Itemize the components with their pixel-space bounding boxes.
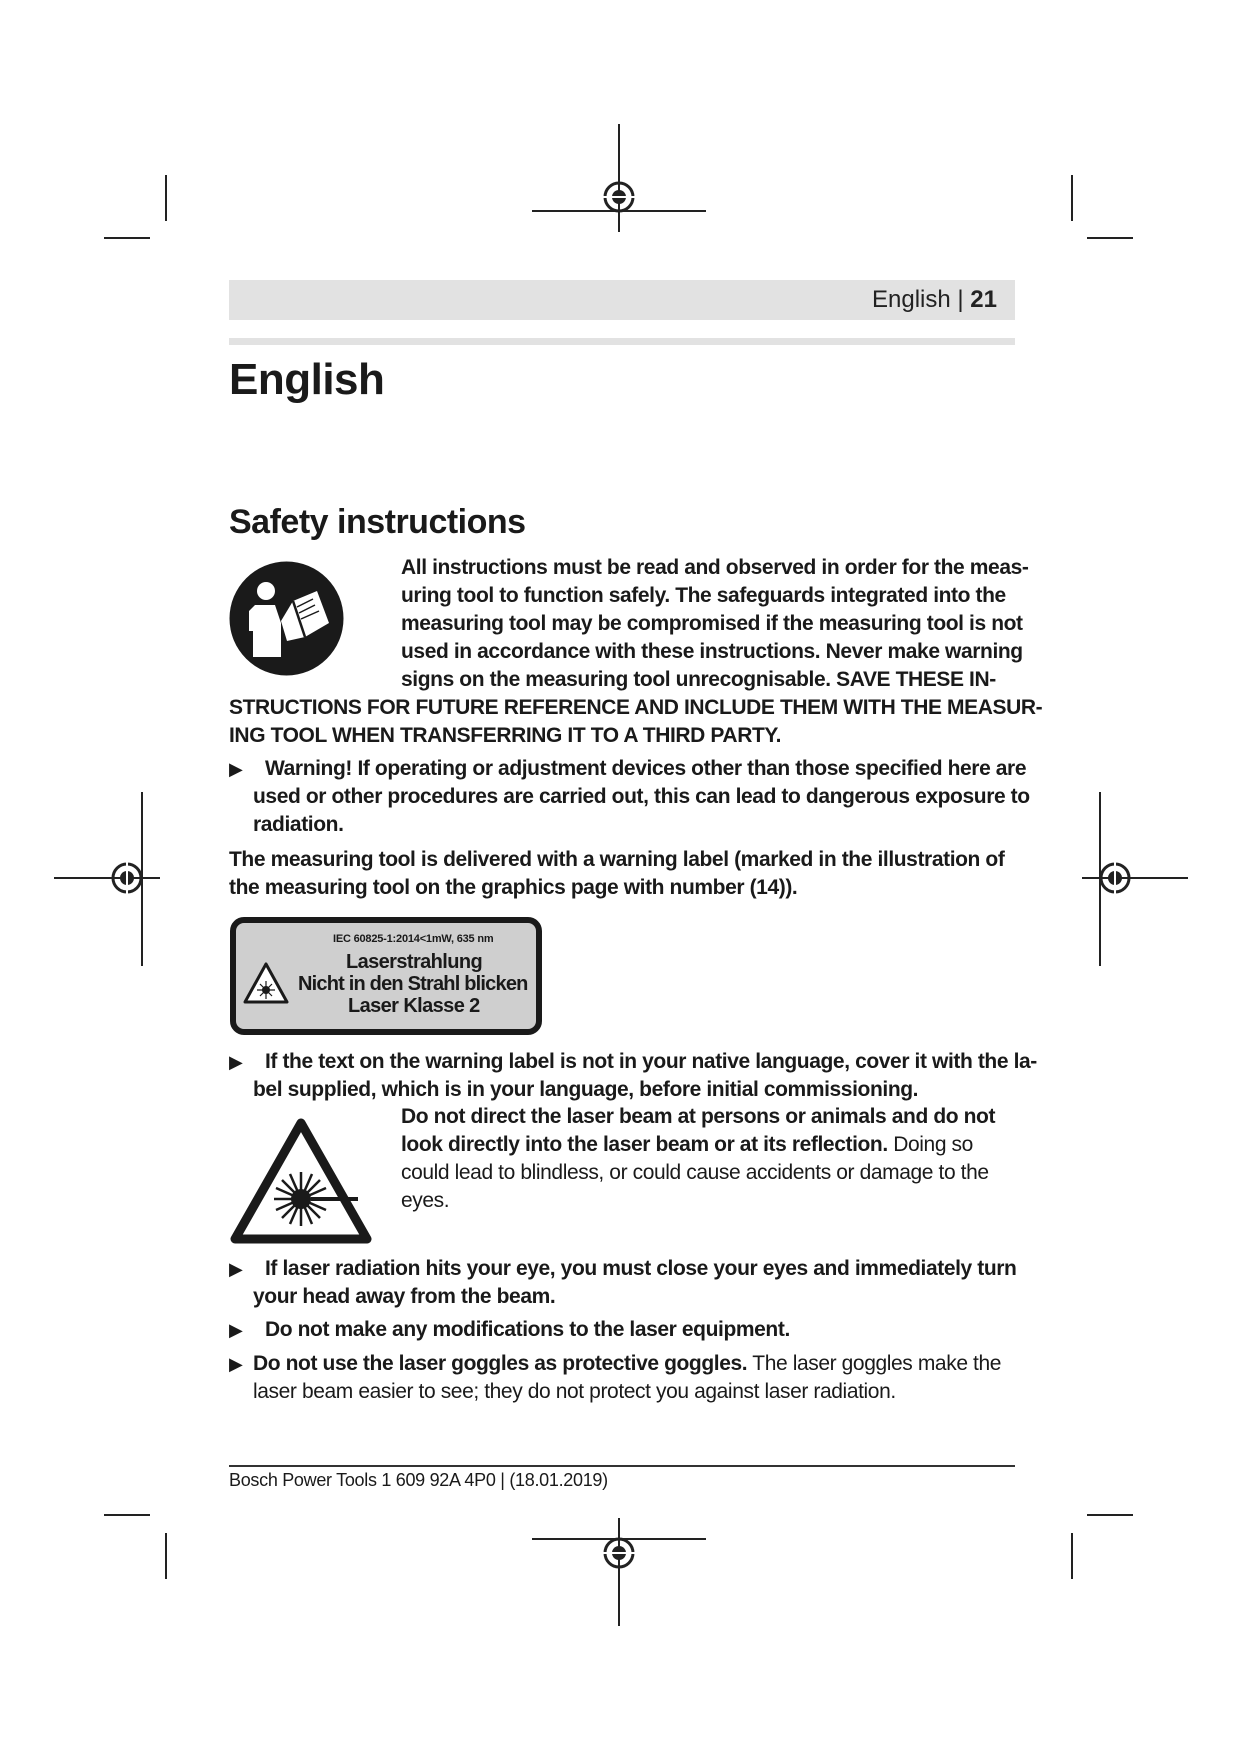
laser-warning-paragraph	[401, 1103, 995, 1215]
header-separator: |	[950, 286, 971, 313]
bullet-icon: ▶	[229, 1354, 243, 1374]
bold-text: Do not use the laser goggles as protective goggles.	[253, 1352, 748, 1375]
text-line: used or other procedures are carried out, this can lead to dangerous exposure to	[253, 785, 1030, 808]
normal-text: Doing so	[887, 1133, 973, 1156]
text-line: Warning! If operating or adjustment devices other than those specified here are	[265, 757, 1027, 780]
text-line: If the text on the warning label is not in your native language, cover it with the la-	[265, 1050, 1037, 1073]
intro-paragraph	[401, 554, 1028, 694]
crop-mark	[1087, 237, 1133, 239]
bullet-icon: ▶	[229, 1052, 243, 1072]
label-line-1: Laserstrahlung	[346, 951, 483, 973]
text-line: STRUCTIONS FOR FUTURE REFERENCE AND INCLUDE THEM WITH THE MEASUR-	[229, 696, 1043, 719]
crop-mark	[104, 237, 150, 239]
label-line-3: Laser Klasse 2	[348, 995, 480, 1017]
bullet-icon: ▶	[229, 1259, 243, 1279]
warning-item	[253, 755, 1030, 839]
read-manual-icon	[229, 561, 344, 676]
footer-rule	[229, 1465, 1015, 1467]
label-note	[229, 846, 1004, 902]
laser-hazard-icon	[230, 1118, 372, 1244]
normal-text: The laser goggles make the	[747, 1352, 1002, 1375]
page-header	[229, 280, 1015, 320]
text-line: laser beam easier to see; they do not protect you against laser radiation.	[253, 1380, 896, 1403]
text-line	[253, 1350, 1001, 1378]
modifications-item: Do not make any modifications to the laser equipment.	[265, 1318, 790, 1341]
crop-mark	[104, 1514, 150, 1516]
goggles-item	[253, 1350, 1001, 1406]
text-line: The measuring tool is delivered with a warning label (marked in the illustration of	[229, 848, 1005, 871]
bold-text: look directly into the laser beam or at its reflection.	[401, 1133, 888, 1156]
text-line: signs on the measuring tool unrecognisable. SAVE THESE IN-	[401, 668, 996, 691]
crop-mark	[1087, 1514, 1133, 1516]
text-line: If laser radiation hits your eye, you must close your eyes and immediately turn	[265, 1257, 1017, 1280]
page-footer: Bosch Power Tools 1 609 92A 4P0 | (18.01.2019)	[229, 1470, 608, 1490]
text-line: eyes.	[401, 1189, 450, 1212]
page-title: English	[229, 355, 385, 404]
crop-mark	[1071, 1533, 1073, 1579]
cover-label-item	[253, 1048, 1037, 1104]
text-line: your head away from the beam.	[253, 1285, 556, 1308]
text-line: could lead to blindless, or could cause accidents or damage to the	[401, 1161, 989, 1184]
text-line	[401, 1131, 995, 1159]
registration-mark-top	[530, 122, 710, 234]
text-line: Do not direct the laser beam at persons or animals and do not	[401, 1105, 996, 1128]
label-standard: IEC 60825-1:2014<1mW, 635 nm	[333, 933, 494, 945]
intro-paragraph-continued	[229, 694, 1042, 750]
section-title: Safety instructions	[229, 503, 526, 541]
header-text	[872, 286, 997, 314]
registration-mark-right	[1080, 790, 1190, 970]
text-line: uring tool to function safely. The safeguards integrated into the	[401, 584, 1006, 607]
label-line-2: Nicht in den Strahl blicken	[298, 973, 528, 995]
header-language: English	[872, 286, 951, 313]
text-line: ING TOOL WHEN TRANSFERRING IT TO A THIRD PARTY.	[229, 724, 782, 747]
registration-mark-left	[52, 790, 162, 970]
page-number: 21	[970, 286, 997, 313]
laser-warning-icon	[242, 961, 290, 1005]
text-line: the measuring tool on the graphics page with number (14)).	[229, 876, 798, 899]
crop-mark	[165, 1533, 167, 1579]
crop-mark	[1071, 175, 1073, 221]
text-line: measuring tool may be compromised if the measuring tool is not	[401, 612, 1023, 635]
crop-mark	[165, 175, 167, 221]
header-rule	[229, 338, 1015, 345]
eye-item	[253, 1255, 1016, 1311]
text-line: bel supplied, which is in your language, before initial commissioning.	[253, 1078, 919, 1101]
text-line: used in accordance with these instructions. Never make warning	[401, 640, 1023, 663]
text-line: radiation.	[253, 813, 344, 836]
warning-label	[230, 917, 542, 1035]
text-line: All instructions must be read and observed in order for the meas-	[401, 556, 1029, 579]
bullet-icon: ▶	[229, 1320, 243, 1340]
registration-mark-bottom	[530, 1516, 710, 1628]
bullet-icon: ▶	[229, 759, 243, 779]
